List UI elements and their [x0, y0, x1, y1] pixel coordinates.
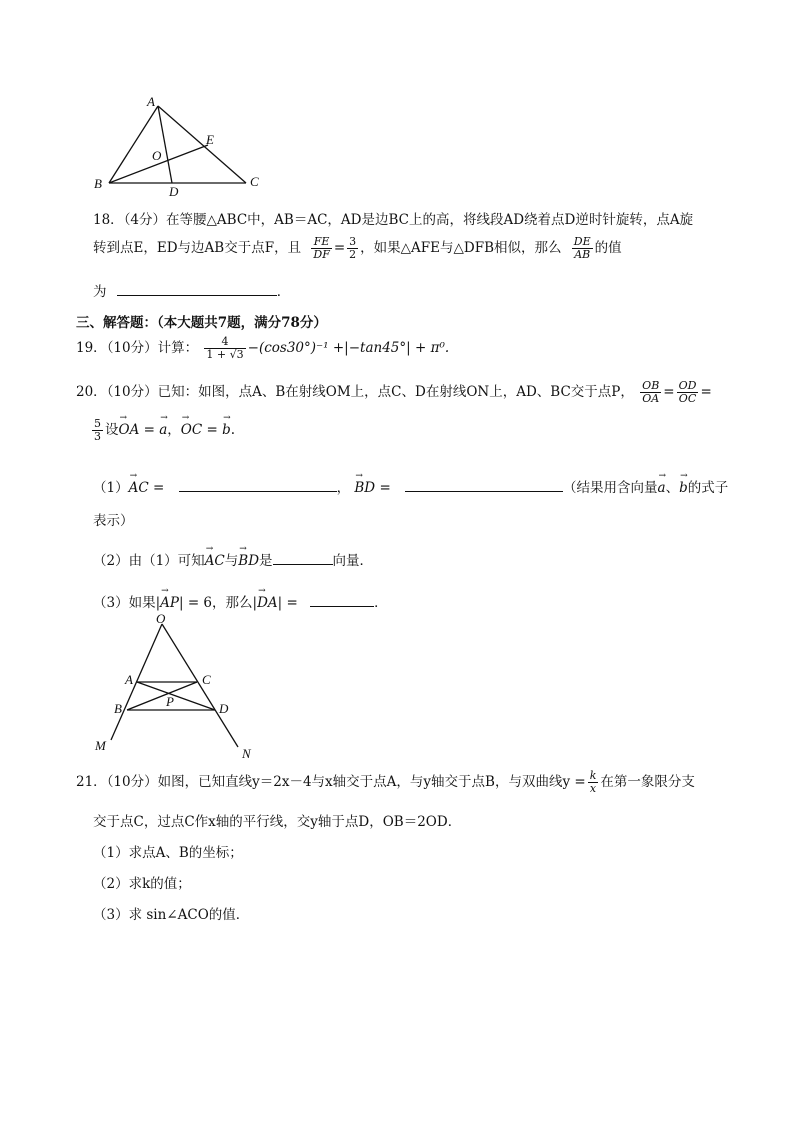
- q18-text-line3a: 为: [93, 284, 107, 300]
- vector-ap: → AP: [160, 595, 179, 611]
- ray-on: [162, 624, 238, 747]
- q20-line1: [76, 380, 712, 405]
- q18-text-line3b: ．: [276, 284, 291, 300]
- q21-fraction-k-x: $\frac{k}{x}$: [589, 769, 597, 795]
- q20-equals-2: =: [700, 384, 712, 400]
- q20-equals-1: =: [663, 384, 675, 400]
- q20-part2: [93, 549, 373, 569]
- q21-part1: （1）求点A、B的坐标；: [93, 845, 243, 861]
- q19-expression: −(cos30°)⁻¹ +|−tan45°| + π⁰.: [247, 340, 450, 356]
- q21-score: （10分）: [106, 774, 158, 790]
- label-o: O: [156, 612, 166, 626]
- vector-ac: → AC: [129, 480, 149, 496]
- q20-p1-eq1: =: [152, 480, 165, 496]
- q18-line1: [93, 208, 693, 228]
- vector-bd-2: → BD: [238, 553, 259, 569]
- triangle-figure-q18: [88, 92, 268, 198]
- label-e: E: [206, 132, 214, 147]
- q18-text-line2b: ，如果△AFE与△DFB相似，那么: [360, 240, 562, 256]
- q20-part1-label: （1）: [93, 480, 129, 496]
- label-b: B: [114, 701, 122, 716]
- q20-period: .: [230, 422, 236, 438]
- vector-ac-2: → AC: [205, 553, 225, 569]
- q19-text: 计算：: [157, 340, 199, 356]
- q18-text-line1: 在等腰△ABC中，AB＝AC，AD是边BC上的高，将线段AD绕着点D逆时针旋转，点A旋: [166, 212, 694, 228]
- q20-p1-eq2: =: [379, 480, 391, 496]
- q19-score: （10分）: [106, 340, 158, 356]
- section-3-heading: 三、解答题：（本大题共7题，满分78分）: [76, 315, 327, 331]
- q20-p2-text: （2）由（1）可知: [93, 553, 205, 569]
- label-d: D: [169, 184, 179, 198]
- label-m: M: [95, 738, 106, 753]
- q20-p2-is: 是: [259, 553, 273, 569]
- q20-p3-text: （3）如果|: [93, 595, 161, 611]
- segment-ad: [158, 106, 172, 183]
- q20-p3-end: | =: [277, 595, 298, 611]
- q18-fraction-fe-df: $\frac{FE}{DF}$: [313, 235, 330, 261]
- q20-fraction-5-3: $\frac{5}{3}$: [94, 417, 101, 443]
- q18-answer-blank[interactable]: [117, 283, 277, 296]
- q20-ac-answer-blank[interactable]: [179, 479, 337, 492]
- q20-p3-dot: ．: [374, 595, 388, 611]
- q20-eq-a: =: [143, 422, 155, 438]
- q18-text-line2a: 转到点E，ED与边AB交于点F，且: [93, 240, 302, 256]
- q20-set-text: 设: [105, 422, 119, 438]
- q20-bd-answer-blank[interactable]: [405, 479, 563, 492]
- vector-b: → b: [222, 422, 231, 438]
- vector-a-ref: → a: [658, 480, 666, 496]
- q20-fraction-ob-oa: $\frac{OB}{OA}$: [642, 379, 660, 405]
- rays-figure-q20: [90, 612, 260, 762]
- q19-number: 19．: [76, 340, 107, 356]
- vector-da: → DA: [257, 595, 278, 611]
- side-ab: [109, 106, 158, 183]
- q18-text-line2c: 的值: [594, 240, 622, 256]
- q20-part1: （1）→ AC = ， → BD = （结果用含向量→ a、→ b的式子: [93, 476, 728, 496]
- q20-p2-answer-blank[interactable]: [273, 552, 333, 565]
- q20-p3-answer-blank[interactable]: [310, 594, 374, 607]
- q18-number: 18．: [93, 212, 124, 228]
- vector-oa: → OA: [119, 422, 140, 438]
- label-a: A: [147, 94, 155, 109]
- q21-line1: [76, 770, 695, 795]
- q20-comma: ，: [167, 422, 181, 438]
- q18-equals: =: [333, 240, 346, 256]
- label-c: C: [250, 174, 259, 189]
- label-b: B: [94, 176, 102, 191]
- segment-bc: [127, 682, 197, 710]
- q18-fraction-3-2: $\frac{3}{2}$: [349, 235, 357, 261]
- vector-oc: → OC: [181, 422, 202, 438]
- q20-p3-mid: | = 6，那么|: [178, 595, 258, 611]
- q18-score: （4分）: [123, 212, 167, 228]
- q20-number: 20．: [76, 384, 107, 400]
- q20-part3: [93, 591, 388, 611]
- q18-line2: [93, 236, 622, 261]
- vector-bd: → BD: [354, 480, 375, 496]
- q20-fraction-od-oc: $\frac{OD}{OC}$: [678, 379, 697, 405]
- q21-part3: （3）求 sin∠ACO的值．: [93, 907, 250, 923]
- question-19: [76, 336, 449, 361]
- q20-part1-line2: 表示）: [93, 513, 134, 529]
- q19-fraction: $\frac{4}{1 + √3}$: [206, 335, 244, 361]
- vector-a: → a: [159, 422, 167, 438]
- q20-text-line1: 已知：如图，点A、B在射线OM上，点C、D在射线ON上，AD、BC交于点P，: [157, 384, 634, 400]
- label-p: P: [166, 694, 174, 709]
- q20-line2: [90, 418, 235, 443]
- q18-line3: [93, 280, 290, 300]
- label-d: D: [219, 701, 229, 716]
- q20-p1-note2: 的式子: [687, 480, 729, 496]
- q21-text-line1a: 如图，已知直线y＝2x－4与x轴交于点A，与y轴交于点B，与双曲线y =: [157, 774, 586, 790]
- q21-part2: （2）求k的值；: [93, 876, 191, 892]
- label-c: C: [202, 672, 211, 687]
- q21-number: 21．: [76, 774, 107, 790]
- q20-eq-b: =: [206, 422, 218, 438]
- label-o: O: [152, 148, 162, 163]
- q20-p1-note: （结果用含向量: [563, 480, 658, 496]
- side-ac: [158, 106, 246, 183]
- q20-p2-tail: 向量．: [332, 553, 374, 569]
- vector-b-ref: → b: [679, 480, 688, 496]
- q20-p1-comma: ，: [336, 480, 351, 496]
- q21-text-line1b: 在第一象限分支: [600, 774, 695, 790]
- label-n: N: [242, 746, 251, 761]
- q20-score: （10分）: [106, 384, 158, 400]
- label-a: A: [125, 672, 133, 687]
- q18-fraction-de-ab: $\frac{DE}{AB}$: [573, 235, 591, 261]
- q21-line2: 交于点C，过点C作x轴的平行线，交y轴于点D，OB＝2OD．: [93, 814, 462, 830]
- q20-p2-and: 与: [224, 553, 239, 569]
